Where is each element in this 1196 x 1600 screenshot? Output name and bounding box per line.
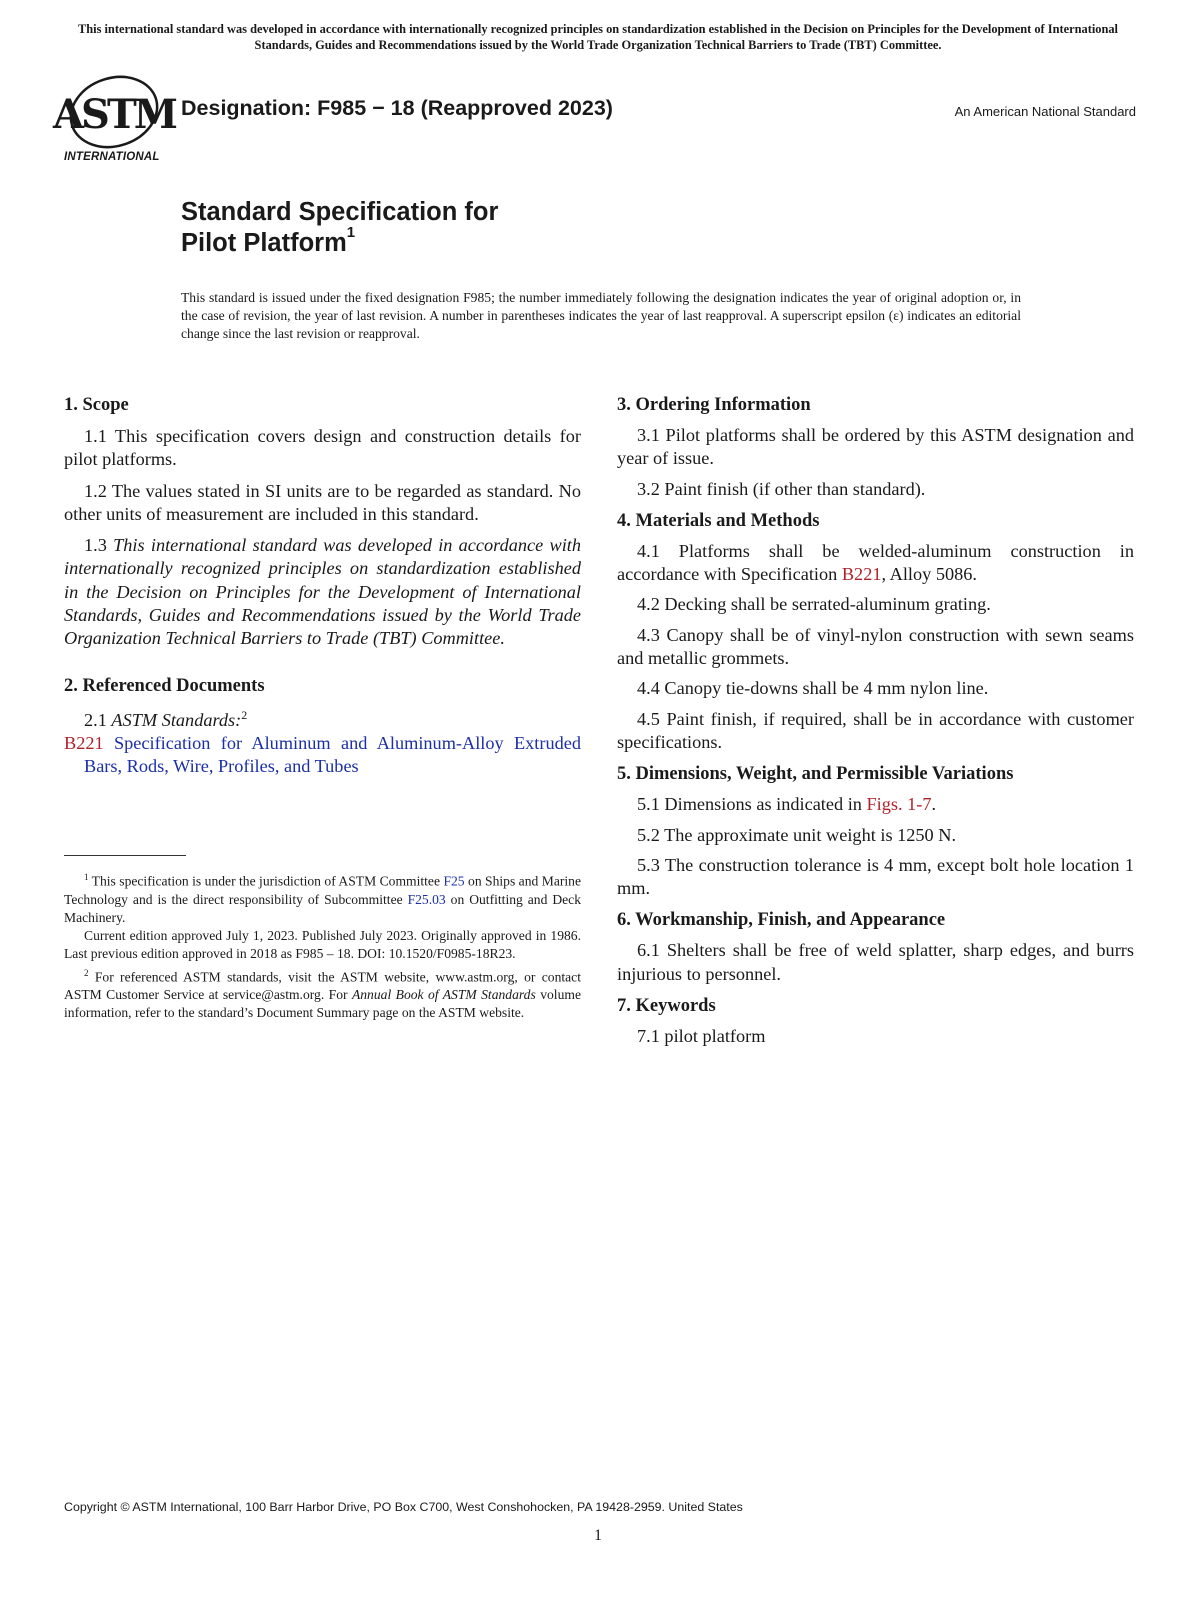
paragraph-4-1 bbox=[617, 540, 1134, 587]
astm-logo bbox=[53, 70, 175, 164]
copyright-notice: Copyright © ASTM International, 100 Barr Harbor Drive, PO Box C700, West Conshohocken, PA 19428-2959. United States bbox=[64, 1500, 743, 1514]
footnote-2-text-a: For referenced ASTM standards, visit the ASTM website, www.astm.org, or contact ASTM Customer Service at service@astm.org. For bbox=[64, 969, 581, 1003]
paragraph-4-3: 4.3 Canopy shall be of vinyl-nylon construction with sewn seams and metallic grommets. bbox=[617, 624, 1134, 669]
section-heading-keywords: 7. Keywords bbox=[617, 996, 716, 1017]
issued-under-note: This standard is issued under the fixed designation F985; the number immediately following the designation indicates the year of original adoption or, in the case of revision, the year of last revision. A number in parentheses indicates the year of last reapproval. A superscript epsilon (ε) indicates an editorial change since the last revision or reapproval. bbox=[181, 290, 1021, 342]
footnote-1-text-a: This specification is under the jurisdiction of ASTM Committee bbox=[88, 873, 444, 889]
paragraph-1-3 bbox=[64, 534, 581, 650]
reference-code-link[interactable]: B221 bbox=[64, 733, 104, 754]
left-column bbox=[64, 394, 581, 779]
title-footnote-mark[interactable]: 1 bbox=[346, 224, 356, 241]
footnote-1 bbox=[64, 868, 581, 927]
paragraph-1-3-text: This international standard was developed in accordance with internationally recognized principles on standardization established in the Decision on Principles for the Development of International Standards, Guides and Recommendations issued by the World Trade Organization Technical Barriers to Trade (TBT) Committee. bbox=[64, 535, 582, 649]
paragraph-6-1: 6.1 Shelters shall be free of weld splatter, sharp edges, and burrs injurious to personnel. bbox=[617, 940, 1134, 984]
footnote-2-mark: 2 bbox=[84, 967, 89, 978]
astm-standards-label: ASTM Standards: bbox=[111, 709, 242, 730]
figures-link[interactable]: Figs. 1-7 bbox=[866, 794, 932, 815]
section-heading-materials-and-methods: 4. Materials and Methods bbox=[617, 510, 820, 531]
title-line-2 bbox=[181, 224, 498, 259]
paragraph-4-5: 4.5 Paint finish, if required, shall be in accordance with customer specifications. bbox=[617, 708, 1134, 752]
footnote-2-text-b: volume information, refer to the standard’s Document Summary page on the ASTM website. bbox=[64, 987, 581, 1021]
section-heading-ordering-information: 3. Ordering Information bbox=[617, 395, 811, 415]
paragraph-3-1: 3.1 Pilot platforms shall be ordered by this ASTM designation and year of issue. bbox=[617, 425, 1134, 469]
paragraph-2-1-number: 2.1 bbox=[84, 709, 112, 730]
astm-logo-letters: ASTM bbox=[53, 91, 175, 138]
paragraph-4-1-text-a: 4.1 Platforms shall be welded-aluminum construction in accordance with Specification bbox=[617, 540, 1134, 585]
footnote-2 bbox=[64, 964, 581, 1023]
footnotes bbox=[64, 868, 581, 1023]
paragraph-4-4: 4.4 Canopy tie-downs shall be 4 mm nylon line. bbox=[637, 678, 989, 699]
right-column bbox=[617, 394, 1134, 1048]
document-title bbox=[181, 197, 498, 259]
paragraph-3-2: 3.2 Paint finish (if other than standard). bbox=[637, 478, 926, 499]
paragraph-1-1: 1.1 This specification covers design and construction details for pilot platforms. bbox=[64, 426, 581, 470]
paragraph-2-1 bbox=[64, 704, 581, 732]
american-national-standard-label: An American National Standard bbox=[954, 104, 1136, 119]
footnote-divider bbox=[64, 855, 186, 856]
paragraph-7-1: 7.1 pilot platform bbox=[637, 1026, 766, 1047]
reference-title-link[interactable]: Specification for Aluminum and Aluminum-Alloy Extruded Bars, Rods, Wire, Profiles, and Tubes bbox=[84, 733, 581, 777]
tbt-notice: This international standard was developed in accordance with internationally recognized principles on standardization established in the Decision on Principles for the Development of International Standards, Guides and Recommendations issued by the World Trade Organization Technical Barriers to Trade (TBT) Committee. bbox=[77, 22, 1119, 52]
paragraph-5-2: 5.2 The approximate unit weight is 1250 N. bbox=[637, 824, 957, 845]
footnote-2-book-title: Annual Book of ASTM Standards bbox=[351, 987, 536, 1003]
paragraph-5-3: 5.3 The construction tolerance is 4 mm, except bolt hole location 1 mm. bbox=[617, 854, 1134, 899]
footnote-1-text-b: on Ships and Marine Technology and is the direct responsibility of Subcommittee bbox=[64, 873, 581, 907]
footnote-1-text-c: on Outfitting and Deck Machinery. bbox=[64, 891, 581, 925]
footnote-current-edition: Current edition approved July 1, 2023. Published July 2023. Originally approved in 1986. Last previous edition approved in 2018 as F985 – 18. DOI: 10.1520/F0985-18R23. bbox=[64, 928, 581, 962]
section-heading-workmanship: 6. Workmanship, Finish, and Appearance bbox=[617, 910, 946, 931]
paragraph-1-2: 1.2 The values stated in SI units are to be regarded as standard. No other units of measurement are included in this standard. bbox=[64, 480, 581, 524]
astm-logo-mark bbox=[53, 70, 175, 154]
footnote-1-mark: 1 bbox=[84, 872, 89, 882]
section-heading-dimensions: 5. Dimensions, Weight, and Permissible Variations bbox=[617, 764, 1014, 785]
paragraph-1-3-number: 1.3 bbox=[84, 535, 114, 556]
committee-f25-link[interactable]: F25 bbox=[443, 873, 465, 889]
paragraph-4-2: 4.2 Decking shall be serrated-aluminum grating. bbox=[637, 594, 991, 615]
paragraph-5-1 bbox=[617, 793, 1134, 816]
section-heading-referenced-documents: 2. Referenced Documents bbox=[64, 675, 265, 696]
footnote-mark-2[interactable]: 2 bbox=[241, 707, 248, 722]
astm-logo-wordmark: INTERNATIONAL bbox=[64, 151, 160, 163]
subcommittee-f25-03-link[interactable]: F25.03 bbox=[407, 891, 446, 907]
title-line-2-text: Pilot Platform bbox=[181, 229, 347, 257]
paragraph-5-1-text-a: 5.1 Dimensions as indicated in bbox=[637, 794, 867, 815]
section-heading-scope: 1. Scope bbox=[64, 395, 129, 415]
paragraph-5-1-text-b: . bbox=[931, 794, 937, 815]
page-number: 1 bbox=[594, 1527, 602, 1544]
designation: Designation: F985 − 18 (Reapproved 2023) bbox=[181, 96, 613, 120]
specification-b221-link[interactable]: B221 bbox=[841, 564, 882, 585]
title-line-1: Standard Specification for bbox=[181, 198, 499, 226]
paragraph-4-1-text-b: , Alloy 5086. bbox=[881, 564, 977, 585]
reference-b221[interactable] bbox=[64, 732, 581, 779]
